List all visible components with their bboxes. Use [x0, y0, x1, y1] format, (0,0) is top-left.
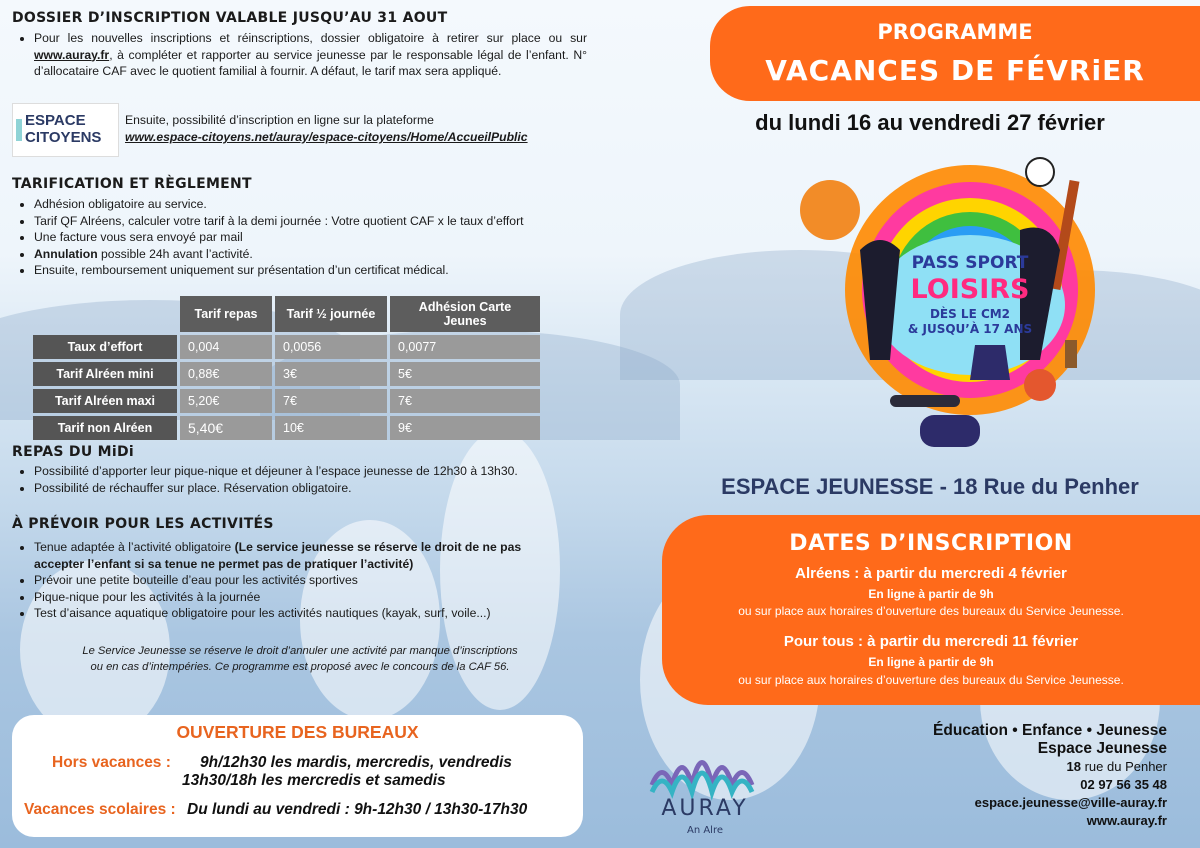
inscription-title: DATES D’INSCRIPTION — [789, 531, 1073, 556]
row-label: Taux d’effort — [33, 335, 177, 359]
table-cell: 0,0077 — [390, 335, 540, 359]
table-corner — [33, 296, 177, 332]
row-label: Tarif non Alréen — [33, 416, 177, 440]
contact-web[interactable]: www.auray.fr — [1086, 813, 1167, 828]
prevoir-item: • Pique-nique pour les activités à la journée — [34, 589, 574, 606]
skate-boot-icon — [970, 345, 1010, 380]
pass-line4: & JUSQU’À 17 ANS — [907, 322, 1033, 336]
prevoir-item: • Prévoir une petite bouteille d’eau pour les activités sportives — [34, 572, 574, 589]
repas-item: • Possibilité d’apporter leur pique-nique et déjeuner à l’espace jeunesse de 12h30 à 13h30. — [34, 463, 594, 480]
tarification-title: TARIFICATION ET RÈGLEMENT — [12, 176, 252, 192]
vacances-scolaires-label: Vacances scolaires : — [24, 801, 176, 818]
prevoir-title: À PRÉVOIR POUR LES ACTIVITÉS — [12, 516, 274, 532]
pass-sport-illustration — [790, 140, 1150, 470]
table-header: Adhésion Carte Jeunes — [390, 296, 540, 332]
espace-citoyens-url[interactable]: www.espace-citoyens.net/auray/espace-citoyens/Home/AccueilPublic — [125, 130, 528, 144]
programme-label: PROGRAMME — [877, 20, 1033, 44]
skateboard-icon — [890, 395, 960, 407]
bureaux-box — [12, 715, 583, 837]
espace-jeunesse-address: ESPACE JEUNESSE - 18 Rue du Penher — [721, 474, 1139, 499]
logo-line1: ESPACE — [25, 112, 86, 129]
dossier-list — [12, 30, 587, 80]
tous-place: ou sur place aux horaires d’ouverture des bureaux du Service Jeunesse. — [738, 673, 1124, 687]
espace-citoyens-logo — [12, 103, 119, 157]
row-label: Tarif Alréen mini — [33, 362, 177, 386]
prevoir-item — [34, 539, 574, 572]
annulation-bold: Annulation — [34, 246, 98, 261]
table-cell: 0,0056 — [275, 335, 387, 359]
gamepad-icon — [920, 415, 980, 447]
logo-name: AURAY — [661, 796, 749, 821]
table-header: Tarif repas — [180, 296, 272, 332]
annulation-rest: possible 24h avant l’activité. — [97, 246, 253, 261]
table-row — [33, 389, 540, 413]
pass-line3: DÈS LE CM2 — [929, 307, 1011, 321]
date-range: du lundi 16 au vendredi 27 février — [755, 110, 1105, 135]
pass-line2: LOISIRS — [910, 274, 1030, 305]
table-row — [33, 335, 540, 359]
logo-line2: CITOYENS — [25, 129, 102, 146]
title-banner — [710, 6, 1200, 101]
vacances-title: VACANCES DE FÉVRiER — [765, 54, 1145, 87]
dossier-text-a: Pour les nouvelles inscriptions et réinscriptions, dossier obligatoire à retirer sur place ou sur — [34, 31, 587, 45]
bureaux-title: OUVERTURE DES BUREAUX — [176, 722, 419, 742]
contact-email[interactable]: espace.jeunesse@ville-auray.fr — [974, 795, 1167, 810]
dossier-bullet — [34, 30, 587, 80]
alreens-date: Alréens : à partir du mercredi 4 février — [795, 565, 1067, 582]
table-cell: 5,40€ — [180, 416, 272, 440]
cancellation-note — [20, 643, 580, 675]
table-cell: 7€ — [390, 389, 540, 413]
tenue-text: Tenue adaptée à l’activité obligatoire — [34, 540, 235, 554]
tarif-item: • Une facture vous sera envoyé par mail — [34, 229, 594, 246]
vacances-scolaires-value: Du lundi au vendredi : 9h-12h30 / 13h30-17h30 — [187, 801, 528, 818]
tarif-table — [30, 293, 543, 443]
tenue-warning: (Le service jeunesse se réserve le droit de ne pas accepter l’enfant si sa tenue ne permet pas de pratiquer l’activité) — [34, 540, 522, 571]
table-header-row — [33, 296, 540, 332]
table-header: Tarif ½ journée — [275, 296, 387, 332]
right-panel — [600, 0, 1200, 848]
contact-block — [933, 722, 1167, 830]
tarif-item: • Tarif QF Alréens, calculer votre tarif à la demi journée : Votre quotient CAF x le taux d’effort — [34, 213, 594, 230]
table-cell: 0,004 — [180, 335, 272, 359]
alreens-online: En ligne à partir de 9h — [868, 587, 994, 601]
contact-line1: Éducation • Enfance • Jeunesse — [933, 722, 1167, 739]
dossier-title: DOSSIER D’INSCRIPTION VALABLE JUSQU’AU 31 AOUT — [12, 10, 448, 26]
auray-link[interactable]: www.auray.fr — [34, 47, 110, 62]
table-cell: 5€ — [390, 362, 540, 386]
prevoir-item: • Test d’aisance aquatique obligatoire pour les activités nautiques (kayak, surf, voile...) — [34, 605, 574, 622]
dossier-text-b: , à compléter et rapporter au service jeunesse par le responsable légal de l’enfant. N° d’allocataire CAF avec le quotient familial à fournir. A défaut, le tarif max sera appliqué. — [34, 47, 587, 78]
logo-sub: An Alre — [686, 825, 724, 836]
chess-piece-icon — [1065, 340, 1077, 368]
tarif-item — [34, 246, 594, 263]
logo-mark — [16, 119, 22, 141]
tarif-item: • Ensuite, remboursement uniquement sur présentation d’un certificat médical. — [34, 262, 594, 279]
street-number: 18 — [1066, 759, 1081, 774]
tarif-item: • Adhésion obligatoire au service. — [34, 196, 594, 213]
football-icon — [1026, 158, 1054, 186]
note-line1: Le Service Jeunesse se réserve le droit d’annuler une activité par manque d’inscriptions — [82, 645, 518, 657]
table-row — [33, 362, 540, 386]
table-cell: 9€ — [390, 416, 540, 440]
repas-list — [12, 463, 594, 496]
ping-pong-icon — [1024, 369, 1056, 401]
table-row — [33, 416, 540, 440]
contact-phone[interactable]: 02 97 56 35 48 — [1080, 777, 1167, 792]
contact-line2: Espace Jeunesse — [1037, 740, 1167, 757]
online-text: Ensuite, possibilité d’inscription en ligne sur la plateforme — [125, 113, 434, 127]
repas-title: REPAS DU MiDi — [12, 444, 135, 460]
note-line2: ou en cas d’intempéries. Ce programme est proposé avec le concours de la CAF 56. — [90, 661, 510, 673]
hors-vacances-line1: 9h/12h30 les mardis, mercredis, vendredis — [200, 754, 512, 771]
table-cell: 5,20€ — [180, 389, 272, 413]
hors-vacances-line2: 13h30/18h les mercredis et samedis — [182, 772, 446, 789]
street-name: rue du Penher — [1080, 759, 1167, 774]
tarification-list — [12, 196, 594, 279]
pass-line1: PASS SPORT — [911, 253, 1029, 273]
beanie-icon — [800, 180, 860, 240]
row-label: Tarif Alréen maxi — [33, 389, 177, 413]
repas-item: • Possibilité de réchauffer sur place. Réservation obligatoire. — [34, 480, 594, 497]
tous-online: En ligne à partir de 9h — [868, 655, 994, 669]
inscription-box — [662, 515, 1200, 705]
alreens-place: ou sur place aux horaires d’ouverture des bureaux du Service Jeunesse. — [738, 604, 1124, 618]
table-cell: 10€ — [275, 416, 387, 440]
table-cell: 3€ — [275, 362, 387, 386]
auray-logo — [640, 730, 770, 840]
prevoir-list — [12, 539, 574, 622]
table-cell: 7€ — [275, 389, 387, 413]
hors-vacances-label: Hors vacances : — [52, 754, 171, 771]
table-cell: 0,88€ — [180, 362, 272, 386]
contact-address — [933, 758, 1167, 776]
tous-date: Pour tous : à partir du mercredi 11 février — [783, 633, 1079, 650]
